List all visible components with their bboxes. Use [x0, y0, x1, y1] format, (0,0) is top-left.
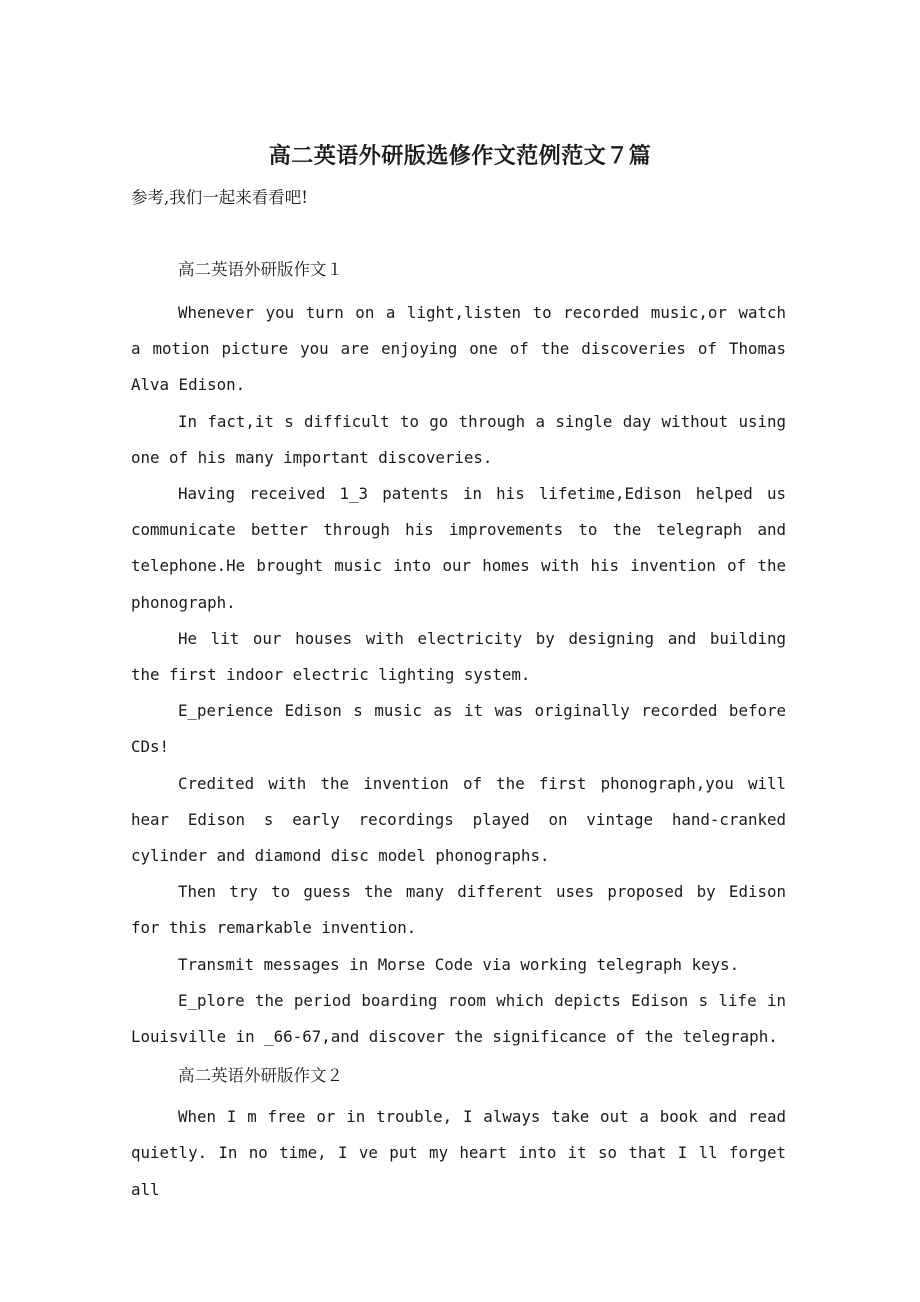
paragraph: When I m free or in trouble, I always take out a book and read quietly. In no time, I ve put my heart into it so that I ll forget all [131, 1107, 786, 1199]
paragraph: Credited with the invention of the first phonograph,you will hear Edison s early recordings played on vintage hand-cranked cylinder and diamond disc model phonographs. [131, 773, 786, 866]
paragraph: Having received 1_3 patents in his lifetime,Edison helped us communicate better through his improvements to the telegraph and telephone.He brought music into our homes with his invention of the phonograph. [131, 484, 786, 612]
paragraph: E_perience Edison s music as it was originally recorded before CDs! [131, 701, 786, 757]
section-heading: 高二英语外研版作文１ [178, 260, 343, 279]
document-title: 高二英语外研版选修作文范例范文７篇 [268, 143, 652, 169]
section-heading: 高二英语外研版作文２ [178, 1066, 343, 1086]
intro-text: 参考,我们一起来看看吧! [131, 188, 308, 207]
paragraph: In fact,it s difficult to go through a single day without using one of his many important discoveries. [131, 411, 786, 467]
paragraph: He lit our houses with electricity by designing and building the first indoor electric lighting system. [131, 628, 786, 685]
paragraph: E_plore the period boarding room which depicts Edison s life in Louisville in _66-67,and discover the significance of the telegraph. [131, 990, 786, 1047]
paragraph: Whenever you turn on a light,listen to recorded music,or watch a motion picture you are enjoying one of the discoveries of Thomas Alva Edison. [131, 303, 786, 395]
document-body [131, 255, 786, 1208]
paragraph: Transmit messages in Morse Code via working telegraph keys. [178, 954, 740, 974]
paragraph: Then try to guess the many different uses proposed by Edison for this remarkable invention. [131, 882, 786, 938]
